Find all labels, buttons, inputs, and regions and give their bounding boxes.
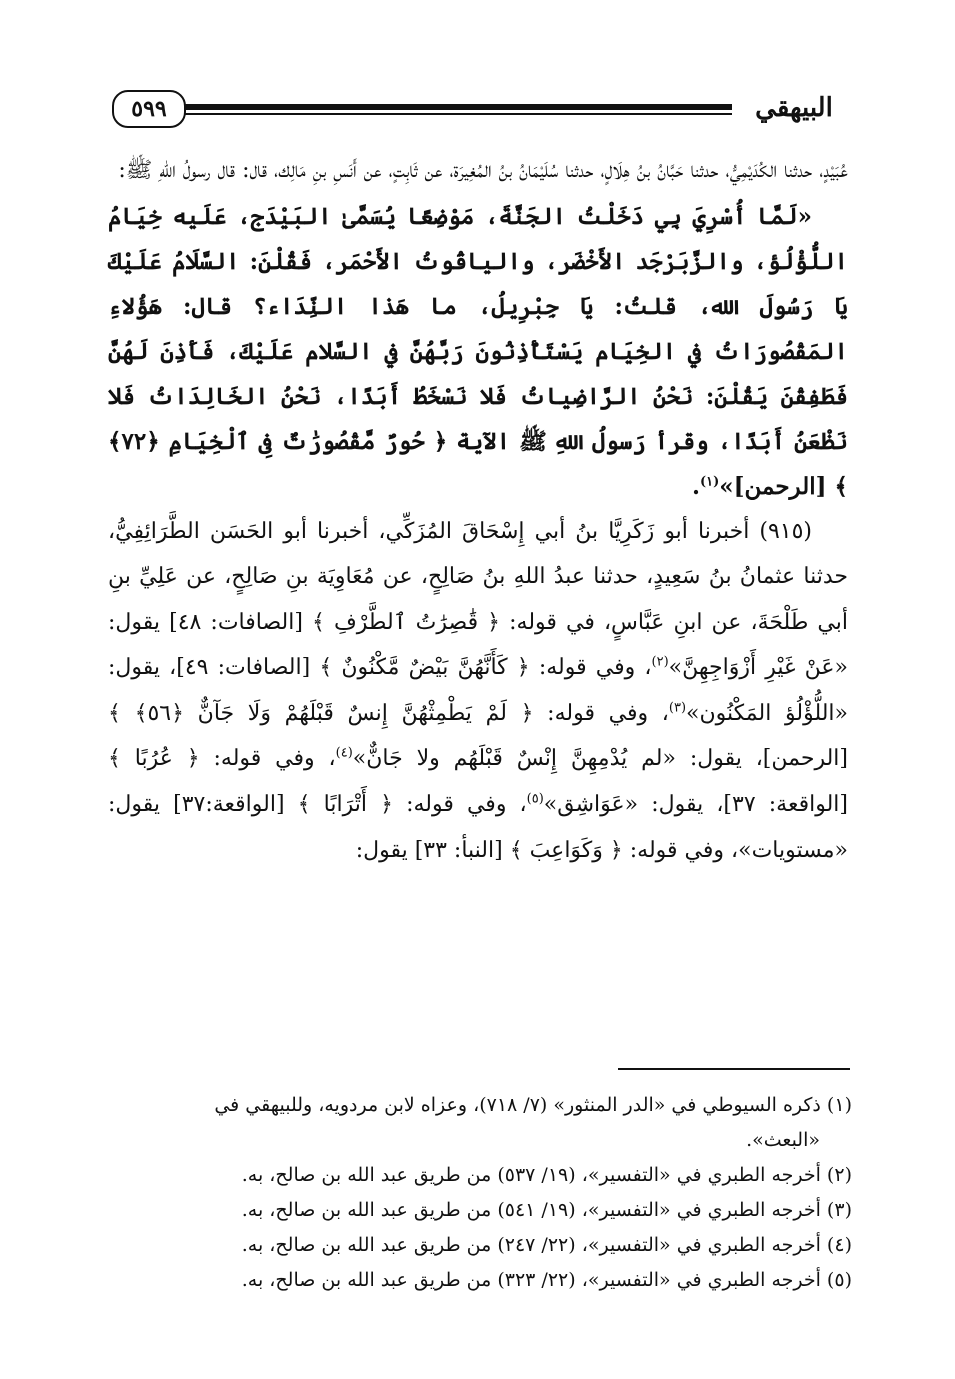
footnote-4: (٤) أخرجه الطبري في «التفسير»، (٢٢/ ٢٤٧) من طريق عبد الله بن صالح، به. bbox=[241, 1234, 852, 1256]
report-915-part-1: (٩١٥) أخبرنا أبو زَكَرِيَّا بنُ أبي إِسْحَاقَ المُزَكِّي، أخبرنا أبو الحَسَن الطَّرَائِفِيُّ، حدثنا عثمانُ بنُ سَعِيدٍ، حدثنا عبدُ اللهِ بنُ صَالِحٍ، عن مُعَاوِيَة بنِ صَالِحٍ، عن عَلِيِّ بنِ أبي طَلْحَةَ، عن ابنِ عَبَّاسٍ، في قوله: ﴿ قَٰصِرَٰتُ ٱلطَّرْفِ ﴾ [الصافات: ٤٨] يقول: «عَنْ غَيْرِ أَزْوَاجِهِنَّ» bbox=[108, 518, 849, 681]
footnote-ref-1: (١) bbox=[699, 473, 720, 489]
footnote-5: (٥) أخرجه الطبري في «التفسير»، (٢٢/ ٣٢٣) من طريق عبد الله بن صالح، به. bbox=[241, 1269, 852, 1291]
hadith-end: . bbox=[691, 472, 700, 500]
footnotes bbox=[108, 1088, 852, 1298]
footnote-3: (٣) أخرجه الطبري في «التفسير»، (١٩/ ٥٤١) من طريق عبد الله بن صالح، به. bbox=[241, 1199, 852, 1221]
header-rule-thin bbox=[184, 113, 732, 115]
isnad-paragraph: عُبَيْدٍ، حدثنا الكُدَيْمِيُّ، حدثنا حَبَّانُ بنُ هِلَالٍ، حدثنا سُلَيْمَانُ بنُ المُغِيرَة، عن ثَابِتٍ، عن أَنَسِ بنِ مَالِك، قال: قال رسولُ اللهِ ﷺ: bbox=[118, 158, 848, 183]
footnote-ref-3: (٣) bbox=[668, 700, 687, 716]
header-rule-thick bbox=[184, 104, 732, 110]
main-text bbox=[108, 148, 848, 873]
page-header bbox=[112, 88, 852, 132]
report-915-part-3: ، وفي قوله: ﴿ لَمْ يَطْمِثْهُنَّ إِنسٌ قَبْلَهُمْ وَلَا جَآنٌّ ﴿٥٦﴾ ﴾ [الرحمن]، يقول: «لم يُدْمِهِنَّ إِنْسٌ قَبْلَهُم ولا جَانٌّ» bbox=[108, 700, 848, 772]
footnote-ref-5: (٥) bbox=[526, 791, 544, 807]
footnote-separator bbox=[618, 1068, 850, 1070]
report-915-paragraph bbox=[108, 509, 848, 874]
page-number: ٥٩٩ bbox=[112, 90, 186, 128]
footnote-1-continuation: «البعث». bbox=[746, 1129, 820, 1151]
footnote-ref-4: (٤) bbox=[335, 746, 353, 762]
footnote-1: (١) ذكره السيوطي في «الدر المنثور» (٧/ ٧١٨)، وعزاه لابن مردويه، وللبيهقي في bbox=[214, 1094, 852, 1116]
report-915-part-5: ، وفي قوله: ﴿ أَتْرَابًا ﴾ [الواقعة:٣٧] يقول: «مستويات»، وفي قوله: ﴿ وَكَوَاعِبَ ﴾ [النبأ: ٣٣] يقول: bbox=[108, 792, 848, 863]
report-915-part-4: ، وفي قوله: ﴿ عُرُبًا ﴾ [الواقعة: ٣٧]، يقول: «عَوَاشِق» bbox=[108, 746, 848, 818]
running-title: البيهقي bbox=[755, 93, 833, 123]
footnote-2: (٢) أخرجه الطبري في «التفسير»، (١٩/ ٥٣٧) من طريق عبد الله بن صالح، به. bbox=[241, 1164, 852, 1186]
hadith-paragraph bbox=[108, 194, 848, 509]
hadith-text: «لَمَّا أُسْرِيَ بِي دَخَلْتُ الجَنَّةَ، مَوْضِعًا يُسَمَّىٰ البَيْدَج، عَلَيه خِيَامُ اللُّؤْلُؤ، والزَّبَرْجَد الأَخْضَر، والياقُوتُ الأَحْمَر، فَقُلْنَ: السَّلَامُ عَلَيْكَ يَا رَسُولَ الله، قلتُ: يَا جِبْرِيلُ، ما هَذا النِّدَاء؟ قال: هَؤُلاءِ المَقْصُورَاتُ في الخِيَام يَسْتَأْذِنُونَ رَبَّهُنَّ في السَّلام عَلَيْكَ، فَأَذِنَ لَهُنَّ فَطَفِقْنَ يَقُلْنَ: نَحْنُ الرَّاضِياتُ فَلا نَسْخَطُ أَبَدًا، نَحْنُ الخَالِدَاتُ فَلا نَظْعَنُ أَبَدًا، وقرأ رَسولُ اللهِ ﷺ الآية ﴿ حُورٌ مَّقْصُورَٰتٌ فِى ٱلْخِيَامِ ﴿٧٢﴾ ﴾ [الرحمن]» bbox=[108, 202, 848, 500]
report-915-part-2: ، وفي قوله: ﴿ كَأَنَّهُنَّ بَيْضٌ مَّكْنُونٌ ﴾ [الصافات: ٤٩]، يقول: «اللُّؤْلُؤ المَكْنُون» bbox=[108, 655, 848, 726]
footnote-ref-2: (٢) bbox=[651, 654, 669, 670]
